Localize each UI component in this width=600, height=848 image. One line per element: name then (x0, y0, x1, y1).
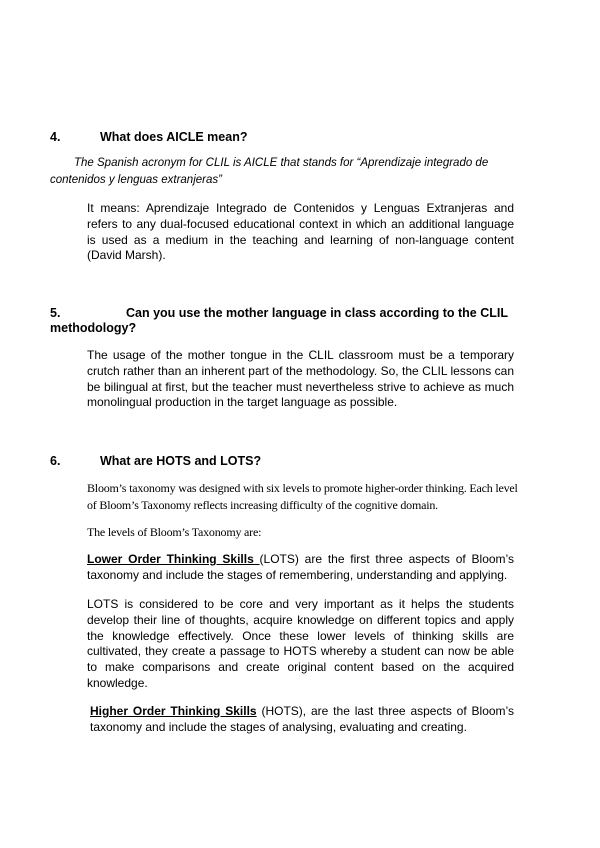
section-6-title: What are HOTS and LOTS? (100, 454, 262, 468)
hots-term: Higher Order Thinking Skills (90, 704, 257, 718)
lots-body: LOTS is considered to be core and very important as it helps the students develop their line of thoughts, acquire knowledge on different topics and apply the knowledge effectively. Once these lower levels of thinking skills are cultivated, they create a passage to HOTS whereby a student can now be able to make comparisons and create original content based on the acquired knowledge. (87, 597, 514, 690)
section-6-intro: Bloom’s taxonomy was designed with six levels to promote higher-order thinking. Each level of Bloom’s Taxonomy reflects increasing difficulty of the cognitive domain. (87, 481, 518, 512)
section-6-levels-label: The levels of Bloom’s Taxonomy are: (87, 525, 262, 539)
section-5-number: 5. (50, 306, 61, 320)
section-4-number: 4. (50, 130, 61, 144)
lots-rest: (LOTS) are the first three aspects of Bloom’s taxonomy and include the stages of remembering, understanding and applying. (87, 552, 514, 582)
section-5-body: The usage of the mother tongue in the CLIL classroom must be a temporary crutch rather than an inherent part of the methodology. So, the CLIL lessons can be bilingual at first, but the teacher must nevertheless strive to achieve as much monolingual production in the target language as possible. (87, 348, 514, 410)
lots-term: Lower Order Thinking Skills (87, 552, 260, 566)
hots-rest: (HOTS), are the last three aspects of Bloom’s taxonomy and include the stages of analysing, evaluating and creating. (90, 704, 515, 734)
section-6-number: 6. (50, 454, 61, 468)
section-5-title-line1: Can you use the mother language in class according to the CLIL (126, 306, 509, 320)
section-4-body: It means: Aprendizaje Integrado de Contenidos y Lenguas Extranjeras and refers to any dual-focused educational context in which an additional language is used as a medium in the teaching and learning of non-language content (David Marsh). (87, 201, 514, 263)
section-4-title: What does AICLE mean? (100, 130, 248, 144)
lots-definition (87, 552, 514, 584)
section-4-intro: The Spanish acronym for CLIL is AICLE that stands for “Aprendizaje integrado de contenidos y lenguas extranjeras” (50, 157, 489, 186)
section-5-title-line2: methodology? (50, 321, 137, 335)
hots-definition (90, 704, 514, 736)
